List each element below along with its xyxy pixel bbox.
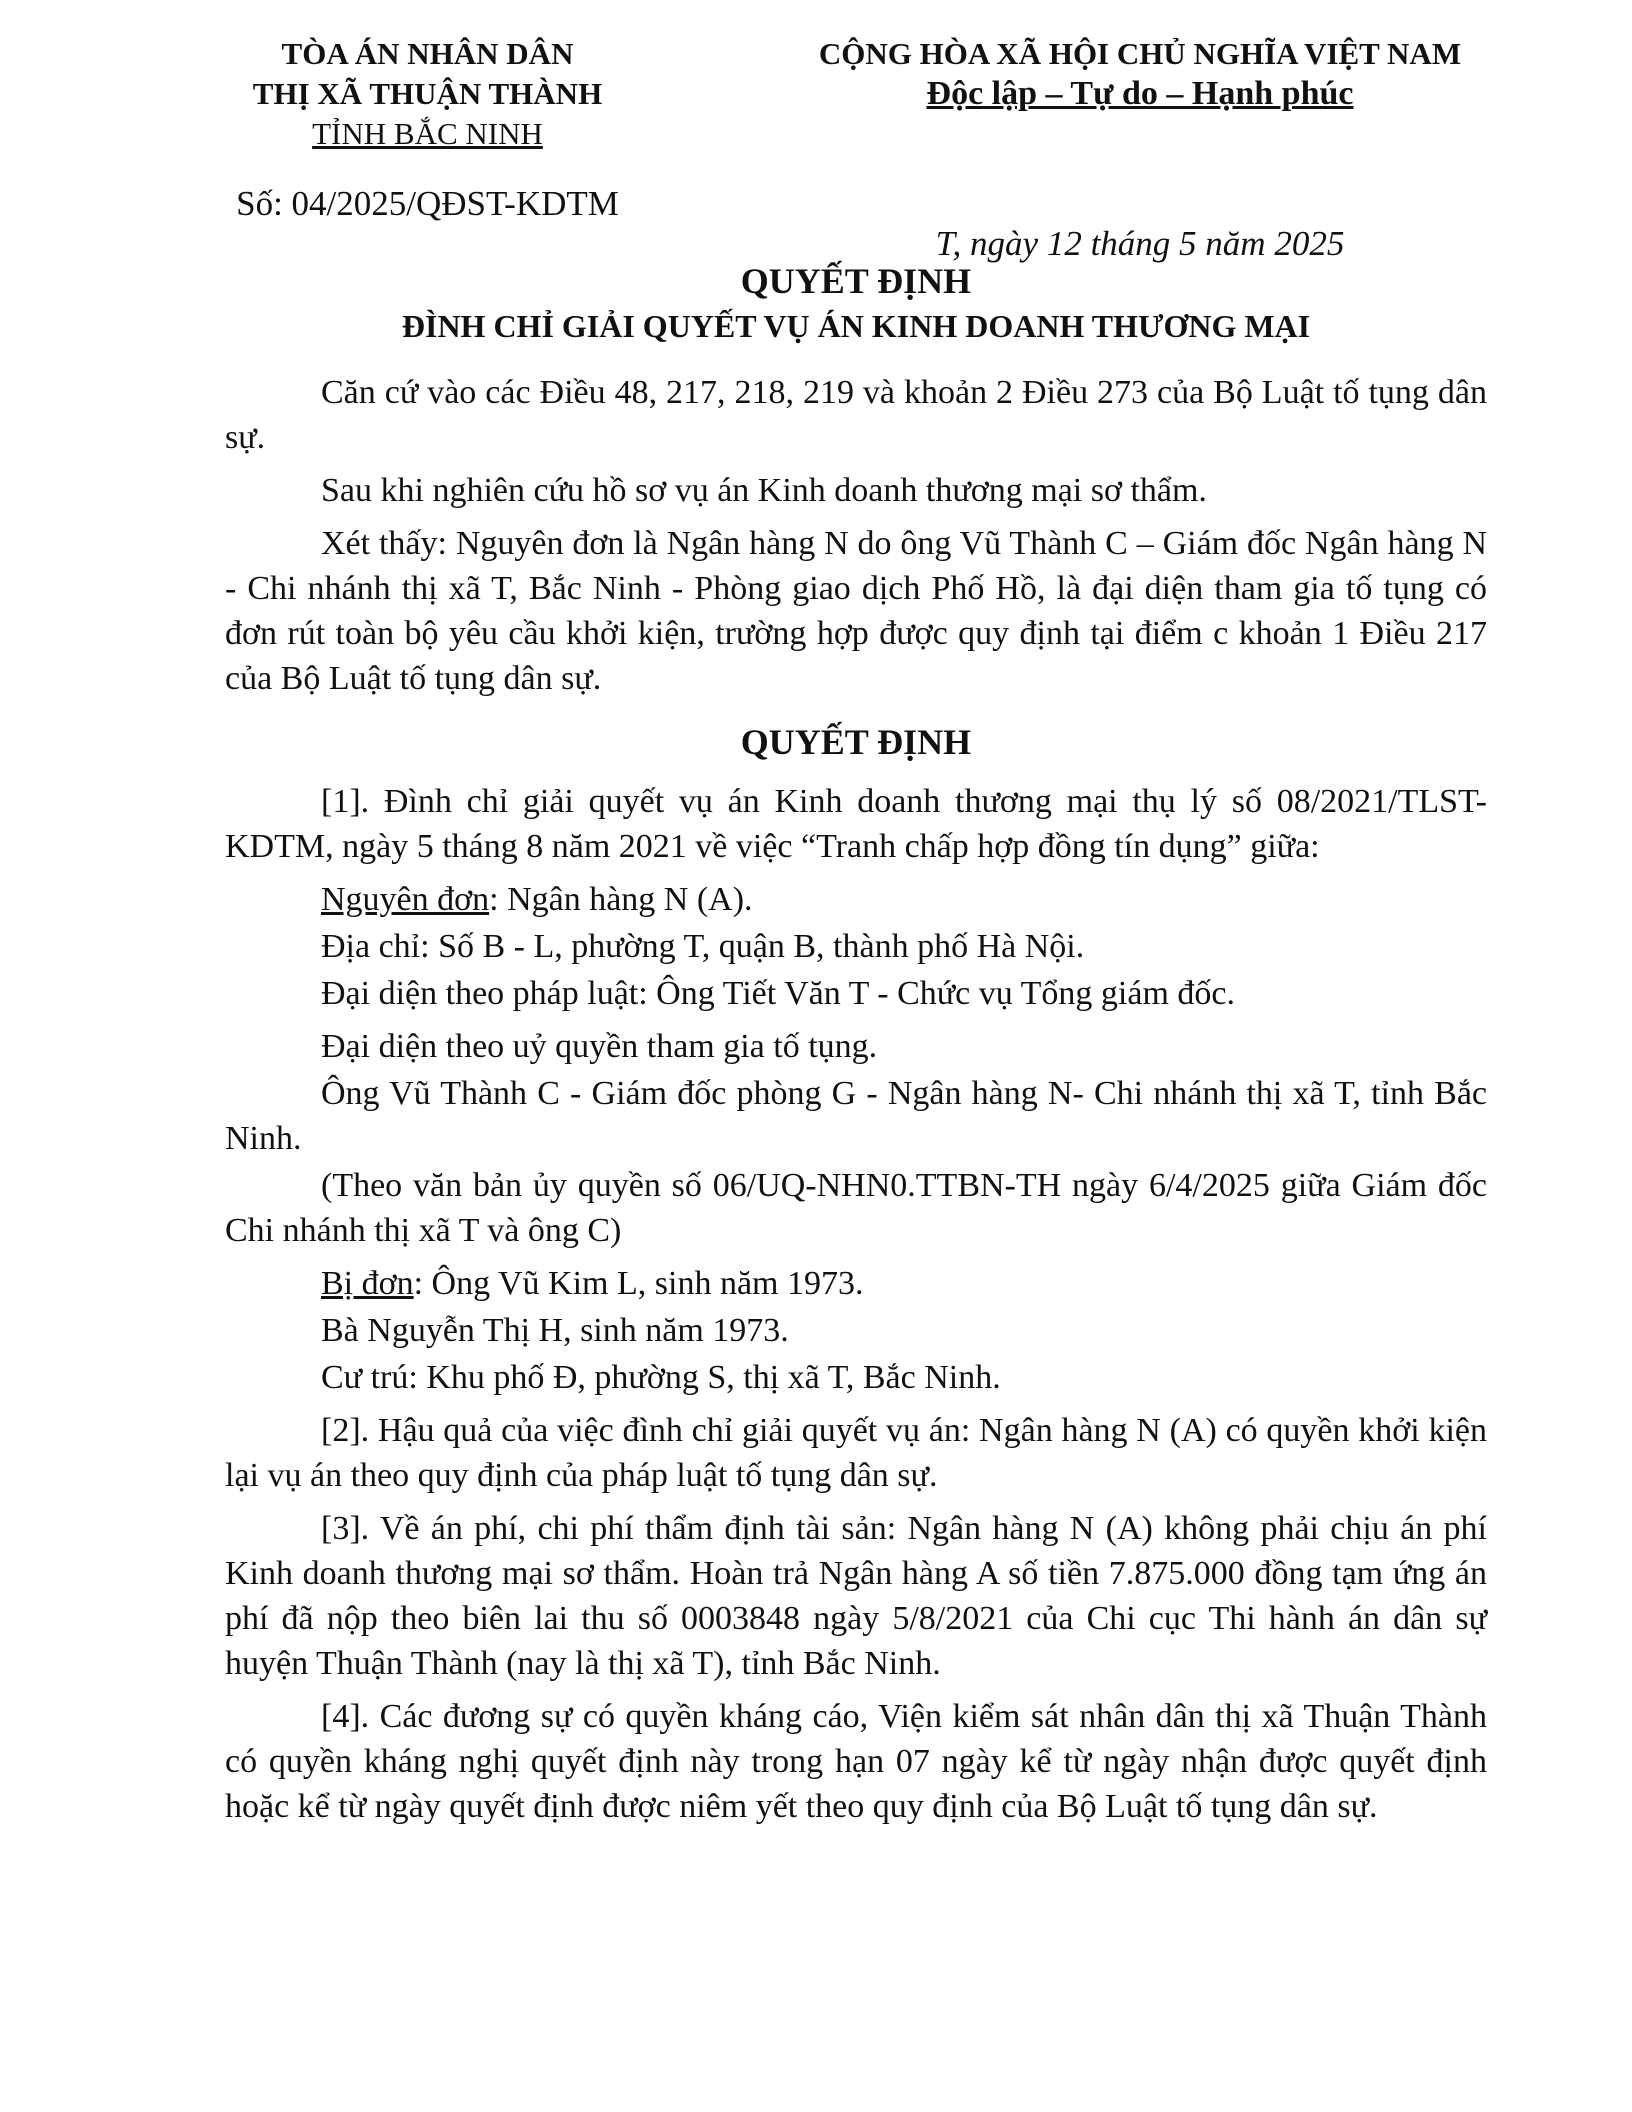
legal-representative: Đại diện theo pháp luật: Ông Tiết Văn T - Chức vụ Tổng giám đốc. xyxy=(321,975,1235,1012)
defendant-residence: Cư trú: Khu phố Đ, phường S, thị xã T, Bắc Ninh. xyxy=(321,1359,1001,1396)
decision-number: Số: 04/2025/QĐST-KDTM xyxy=(236,184,619,223)
defendant-label: Bị đơn xyxy=(321,1265,414,1302)
decision-item-3: [3]. Về án phí, chi phí thẩm định tài sản: Ngân hàng N (A) không phải chịu án phí Kinh doanh thương mại sơ thẩm. Hoàn trả Ngân hàng A số tiền 7.875.000 đồng tạm ứng án phí đã nộp theo biên lai thu số 0003848 ngày 5/8/2021 của Chi cục Thi hành án dân sự huyện Thuận Thành (nay là thị xã T), tỉnh Bắc Ninh. xyxy=(225,1510,1487,1682)
document-title: QUYẾT ĐỊNH xyxy=(740,261,972,301)
section-title: QUYẾT ĐỊNH xyxy=(740,722,972,762)
plaintiff-line xyxy=(225,877,1487,922)
plaintiff-address: Địa chỉ: Số B - L, phường T, quận B, thành phố Hà Nội. xyxy=(321,928,1085,965)
decision-date: T, ngày 12 tháng 5 năm 2025 xyxy=(935,224,1345,263)
national-title: CỘNG HÒA XÃ HỘI CHỦ NGHĨA VIỆT NAM xyxy=(818,36,1462,71)
preamble-paragraph: Sau khi nghiên cứu hồ sơ vụ án Kinh doanh thương mại sơ thẩm. xyxy=(321,472,1207,509)
decision-item-2: [2]. Hậu quả của việc đình chỉ giải quyết vụ án: Ngân hàng N (A) có quyền khởi kiện lại vụ án theo quy định của pháp luật tố tụng dân sự. xyxy=(225,1412,1487,1494)
document-subtitle: ĐÌNH CHỈ GIẢI QUYẾT VỤ ÁN KINH DOANH THƯƠNG MẠI xyxy=(401,308,1311,344)
plaintiff-label: Nguyên đơn xyxy=(321,881,490,918)
national-header xyxy=(770,34,1510,266)
court-name-line2: THỊ XÃ THUẬN THÀNH xyxy=(252,76,603,111)
court-header xyxy=(175,34,680,226)
preamble-paragraph: Xét thấy: Nguyên đơn là Ngân hàng N do ông Vũ Thành C – Giám đốc Ngân hàng N - Chi nhánh thị xã T, Bắc Ninh - Phòng giao dịch Phố Hồ, là đại diện tham gia tố tụng có đơn rút toàn bộ yêu cầu khởi kiện, trường hợp được quy định tại điểm c khoản 1 Điều 217 của Bộ Luật tố tụng dân sự. xyxy=(225,525,1487,697)
authorization-document: (Theo văn bản ủy quyền số 06/UQ-NHN0.TTBN-TH ngày 6/4/2025 giữa Giám đốc Chi nhánh thị xã T và ông C) xyxy=(225,1167,1487,1249)
national-motto: Độc lập – Tự do – Hạnh phúc xyxy=(926,75,1354,112)
decision-item-4: [4]. Các đương sự có quyền kháng cáo, Viện kiểm sát nhân dân thị xã Thuận Thành có quyền kháng nghị quyết định này trong hạn 07 ngày kể từ ngày nhận được quyết định hoặc kể từ ngày quyết định được niêm yết theo quy định của Bộ Luật tố tụng dân sự. xyxy=(225,1698,1487,1825)
decision-item-1: [1]. Đình chỉ giải quyết vụ án Kinh doanh thương mại thụ lý số 08/2021/TLST-KDTM, ngày 5 tháng 8 năm 2021 về việc “Tranh chấp hợp đồng tín dụng” giữa: xyxy=(225,783,1487,865)
defendant-line xyxy=(225,1261,1487,1306)
plaintiff-value: : Ngân hàng N (A). xyxy=(489,881,753,918)
authorized-representative-person: Ông Vũ Thành C - Giám đốc phòng G - Ngân hàng N- Chi nhánh thị xã T, tỉnh Bắc Ninh. xyxy=(225,1075,1487,1157)
document-body xyxy=(225,258,1487,1837)
defendant-2: Bà Nguyễn Thị H, sinh năm 1973. xyxy=(321,1312,789,1349)
court-province: TỈNH BẮC NINH xyxy=(312,116,543,151)
defendant-value: : Ông Vũ Kim L, sinh năm 1973. xyxy=(413,1265,864,1302)
preamble-paragraph: Căn cứ vào các Điều 48, 217, 218, 219 và khoản 2 Điều 273 của Bộ Luật tố tụng dân sự. xyxy=(225,374,1487,456)
document-header xyxy=(0,34,1632,263)
authorized-representative: Đại diện theo uỷ quyền tham gia tố tụng. xyxy=(321,1028,878,1065)
court-name-line1: TÒA ÁN NHÂN DÂN xyxy=(281,36,574,71)
